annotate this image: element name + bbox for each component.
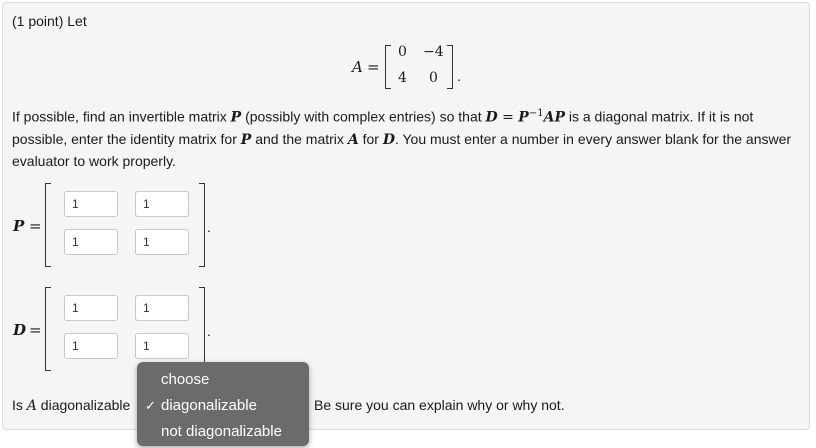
matrix-a-symbol: A	[352, 58, 363, 76]
math-symbol: A	[347, 131, 359, 148]
question-part: Is	[12, 397, 27, 413]
matrix-p-period: .	[207, 219, 211, 235]
matrix-d-equals: =	[29, 321, 42, 339]
instructions-text	[12, 103, 792, 172]
matrix-a-right-bracket	[447, 45, 453, 89]
instructions-part: and the matrix	[251, 130, 348, 147]
instructions-part: . You must enter a number in every answer blank for the answer evaluator to work properly.	[12, 130, 792, 169]
dropdown-option-diagonalizable[interactable]: diagonalizable	[161, 397, 257, 414]
matrix-d-right-bracket	[199, 287, 205, 371]
matrix-a-cell: 0	[398, 44, 407, 60]
matrix-d-cell-input[interactable]: 1	[135, 333, 189, 359]
matrix-a-cell: −4	[423, 44, 444, 60]
math-symbol: P	[554, 109, 565, 126]
matrix-p-cell-input[interactable]: 1	[135, 229, 189, 255]
question-part: diagonalizable	[36, 397, 131, 413]
math-symbol: P	[240, 131, 252, 148]
matrix-p-cell-input[interactable]: 1	[64, 229, 118, 255]
matrix-d-cell-input[interactable]: 1	[64, 295, 118, 321]
math-symbol: D	[485, 109, 498, 126]
instructions-part: (possibly with complex entries) so that	[241, 108, 486, 125]
matrix-p-label: P	[13, 217, 25, 235]
matrix-a-cell: 4	[398, 70, 407, 86]
points-label: (1 point) Let	[12, 13, 87, 29]
matrix-a-equals: =	[367, 58, 380, 76]
matrix-d-period: .	[207, 323, 211, 339]
matrix-a-cell: 0	[429, 70, 438, 86]
math-symbol: P	[230, 109, 242, 126]
matrix-d-left-bracket	[45, 287, 51, 371]
matrix-d-label: D	[13, 321, 27, 339]
instructions-part: for	[358, 130, 383, 147]
math-symbol: A	[26, 398, 37, 414]
diagonalizable-question	[12, 397, 130, 414]
instructions-part: is a diagonal matrix. If it is not possible, enter the identity matrix for	[12, 108, 754, 147]
math-operator: =	[497, 109, 519, 126]
instructions-part: If possible, find an invertible matrix	[12, 108, 231, 125]
matrix-a-left-bracket	[385, 45, 391, 89]
matrix-d-cell-input[interactable]: 1	[135, 295, 189, 321]
dropdown-option-choose[interactable]: choose	[161, 371, 210, 388]
math-symbol: A	[543, 109, 555, 126]
matrix-p-right-bracket	[199, 183, 205, 267]
math-superscript: −1	[528, 108, 544, 119]
matrix-p-equals: =	[29, 217, 42, 235]
matrix-d-cell-input[interactable]: 1	[64, 333, 118, 359]
checkmark-icon: ✓	[145, 398, 156, 413]
dropdown-option-not-diagonalizable[interactable]: not diagonalizable	[161, 423, 282, 440]
explain-note: Be sure you can explain why or why not.	[314, 397, 565, 413]
matrix-p-left-bracket	[45, 183, 51, 267]
matrix-p-cell-input[interactable]: 1	[64, 191, 118, 217]
matrix-a-period: .	[457, 68, 461, 84]
matrix-p-cell-input[interactable]: 1	[135, 191, 189, 217]
diagonalizable-dropdown-menu[interactable]	[137, 362, 309, 446]
math-symbol: P	[518, 109, 529, 126]
problem-panel	[2, 2, 810, 430]
math-symbol: D	[382, 131, 395, 148]
